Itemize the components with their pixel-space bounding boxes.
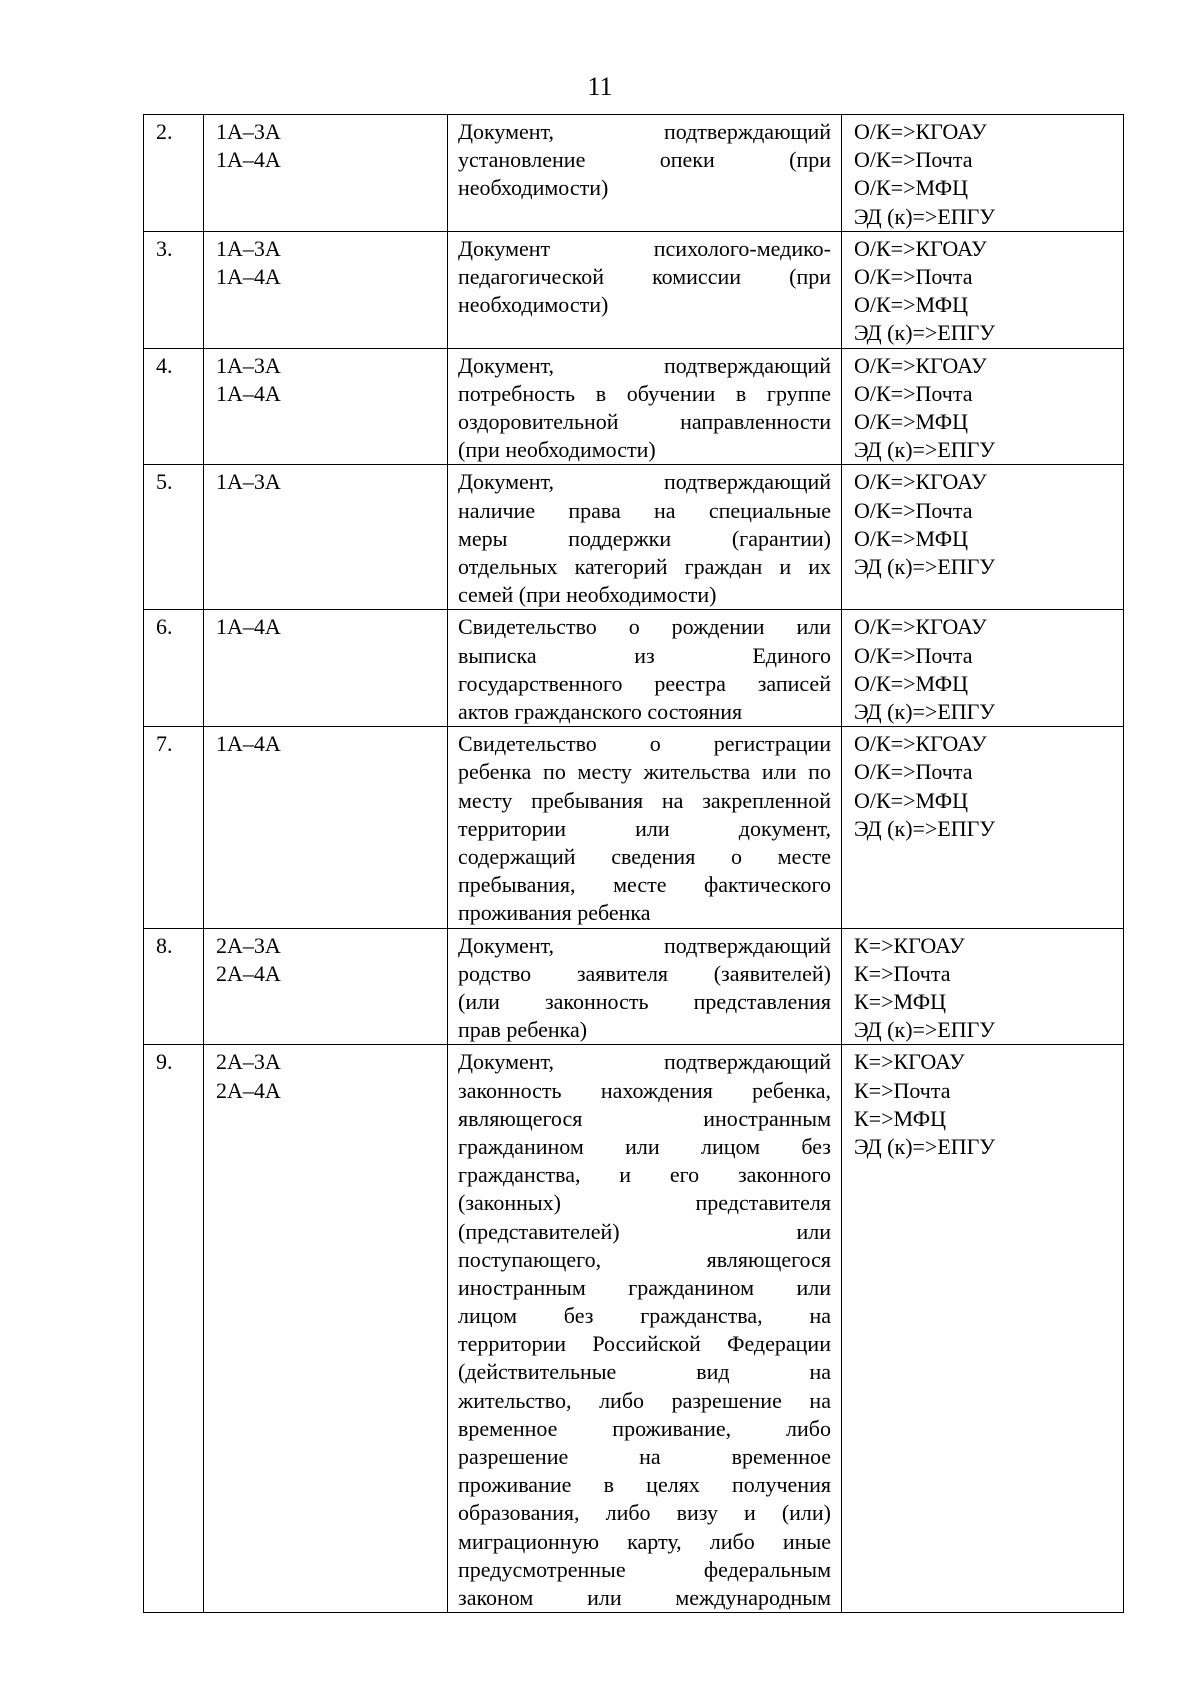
description-line: территории Российской Федерации <box>458 1331 831 1357</box>
row-number: 3. <box>144 231 204 348</box>
code-cell <box>204 928 448 1045</box>
description-line: (или законность представления <box>458 988 831 1014</box>
description-line: выписка из Единого <box>458 642 831 668</box>
description-cell <box>448 610 842 727</box>
table-row <box>144 348 1124 465</box>
channel-line: О/К=>Почта <box>854 263 973 289</box>
channel-line: О/К=>МФЦ <box>854 525 969 551</box>
code-line: 2А–4А <box>216 1077 281 1103</box>
channel-line: О/К=>КГОАУ <box>854 235 987 261</box>
description-line: территории или документ, <box>458 815 831 841</box>
channel-line: К=>КГОАУ <box>854 1049 965 1075</box>
submission-channels-cell <box>842 610 1124 727</box>
submission-channels-cell <box>842 928 1124 1045</box>
code-cell <box>204 1045 448 1613</box>
code-cell <box>204 348 448 465</box>
channel-line: К=>Почта <box>854 1077 951 1103</box>
description-line: потребность в обучении в группе <box>458 380 831 406</box>
code-cell <box>204 610 448 727</box>
channel-line: О/К=>МФЦ <box>854 292 969 318</box>
code-cell <box>204 231 448 348</box>
submission-channels-cell <box>842 1045 1124 1613</box>
description-line: Свидетельство о рождении или <box>458 614 831 640</box>
table-row <box>144 1045 1124 1613</box>
description-line: пребывания, месте фактического <box>458 872 831 898</box>
description-line: семей (при необходимости) <box>458 582 717 608</box>
row-number: 6. <box>144 610 204 727</box>
description-line: установление опеки (при <box>458 147 831 173</box>
channel-line: О/К=>КГОАУ <box>854 352 987 378</box>
channel-line: ЭД (к)=>ЕПГУ <box>854 698 995 724</box>
description-cell <box>448 348 842 465</box>
description-line: разрешение на временное <box>458 1444 831 1469</box>
description-line: Документ, подтверждающий <box>458 119 831 144</box>
description-line: меры поддержки (гарантии) <box>458 525 831 551</box>
channel-line: О/К=>КГОАУ <box>854 469 987 495</box>
description-line: прав ребенка) <box>458 1017 588 1043</box>
channel-line: ЭД (к)=>ЕПГУ <box>854 437 995 463</box>
description-line: проживания ребенка <box>458 900 651 926</box>
description-line: проживание в целях получения <box>458 1472 831 1498</box>
code-line: 1А–3А <box>216 235 281 261</box>
channel-line: ЭД (к)=>ЕПГУ <box>854 1017 995 1043</box>
code-line: 1А–3А <box>216 119 281 144</box>
code-line: 1А–4А <box>216 147 281 173</box>
channel-line: ЭД (к)=>ЕПГУ <box>854 1133 995 1159</box>
channel-line: О/К=>МФЦ <box>854 787 969 813</box>
code-line: 2А–4А <box>216 960 281 986</box>
description-line: (законных) представителя <box>458 1190 831 1216</box>
table-row <box>144 610 1124 727</box>
description-line: Документ, подтверждающий <box>458 932 831 958</box>
description-line: содержащий сведения о месте <box>458 843 831 869</box>
channel-line: ЭД (к)=>ЕПГУ <box>854 320 995 346</box>
submission-channels-cell <box>842 348 1124 465</box>
submission-channels-cell <box>842 465 1124 610</box>
description-line: (действительные вид на <box>458 1359 831 1385</box>
table-row <box>144 465 1124 610</box>
code-cell <box>204 465 448 610</box>
channel-line: О/К=>Почта <box>854 759 973 785</box>
description-line: гражданином или лицом без <box>458 1133 831 1159</box>
code-line: 1А–3А <box>216 469 281 495</box>
description-line: образования, либо визу и (или) <box>458 1500 831 1526</box>
description-cell <box>448 727 842 928</box>
channel-line: О/К=>МФЦ <box>854 670 969 696</box>
submission-channels-cell <box>842 115 1124 232</box>
channel-line: К=>Почта <box>854 960 951 986</box>
description-line: миграционную карту, либо иные <box>458 1528 831 1554</box>
description-line: месту пребывания на закрепленной <box>458 787 831 813</box>
description-line: законность нахождения ребенка, <box>458 1077 831 1103</box>
description-line: Свидетельство о регистрации <box>458 731 831 757</box>
code-line: 2А–3А <box>216 932 281 958</box>
description-line: временное проживание, либо <box>458 1415 831 1441</box>
description-line: отдельных категорий граждан и их <box>458 553 831 579</box>
channel-line: О/К=>КГОАУ <box>854 119 987 144</box>
table-row <box>144 115 1124 232</box>
channel-line: ЭД (к)=>ЕПГУ <box>854 553 995 579</box>
description-line: (представителей) или <box>458 1218 831 1244</box>
description-line: Документ, подтверждающий <box>458 352 831 378</box>
description-line: оздоровительной направленности <box>458 408 831 434</box>
code-cell <box>204 115 448 232</box>
channel-line: О/К=>Почта <box>854 497 973 523</box>
channel-line: О/К=>КГОАУ <box>854 731 987 757</box>
description-line: гражданства, и его законного <box>458 1162 831 1188</box>
description-line: (при необходимости) <box>458 437 656 463</box>
description-line: поступающего, являющегося <box>458 1246 831 1272</box>
code-line: 1А–4А <box>216 731 281 757</box>
table-row <box>144 231 1124 348</box>
description-line: жительство, либо разрешение на <box>458 1387 831 1413</box>
code-line: 1А–4А <box>216 380 281 406</box>
description-line: необходимости) <box>458 292 609 318</box>
description-cell <box>448 465 842 610</box>
row-number: 4. <box>144 348 204 465</box>
description-line: Документ психолого-медико- <box>458 235 831 261</box>
channel-line: О/К=>Почта <box>854 642 973 668</box>
code-line: 2А–3А <box>216 1049 281 1075</box>
row-number: 8. <box>144 928 204 1045</box>
description-cell <box>448 928 842 1045</box>
row-number: 2. <box>144 115 204 232</box>
channel-line: ЭД (к)=>ЕПГУ <box>854 203 995 229</box>
description-line: законом или международным <box>458 1584 831 1610</box>
documents-table <box>143 114 1124 1613</box>
row-number: 5. <box>144 465 204 610</box>
description-cell <box>448 115 842 232</box>
description-line: наличие права на специальные <box>458 497 831 523</box>
channel-line: ЭД (к)=>ЕПГУ <box>854 815 995 841</box>
page-number: 11 <box>587 72 613 101</box>
channel-line: О/К=>Почта <box>854 147 973 173</box>
description-line: педагогической комиссии (при <box>458 263 831 289</box>
description-line: иностранным гражданином или <box>458 1274 831 1300</box>
code-line: 1А–4А <box>216 263 281 289</box>
description-line: Документ, подтверждающий <box>458 469 831 495</box>
channel-line: К=>МФЦ <box>854 988 947 1014</box>
code-cell <box>204 727 448 928</box>
channel-line: О/К=>КГОАУ <box>854 614 987 640</box>
channel-line: О/К=>Почта <box>854 380 973 406</box>
description-line: государственного реестра записей <box>458 670 831 696</box>
channel-line: К=>МФЦ <box>854 1105 947 1131</box>
description-line: предусмотренные федеральным <box>458 1556 831 1582</box>
channel-line: К=>КГОАУ <box>854 932 965 958</box>
submission-channels-cell <box>842 231 1124 348</box>
code-line: 1А–4А <box>216 614 281 640</box>
table-row <box>144 928 1124 1045</box>
row-number: 9. <box>144 1045 204 1613</box>
submission-channels-cell <box>842 727 1124 928</box>
table-row <box>144 727 1124 928</box>
description-line: родство заявителя (заявителей) <box>458 960 831 986</box>
description-cell <box>448 231 842 348</box>
description-line: актов гражданского состояния <box>458 698 743 724</box>
description-line: являющегося иностранным <box>458 1105 831 1131</box>
description-cell <box>448 1045 842 1613</box>
description-line: Документ, подтверждающий <box>458 1049 831 1075</box>
description-line: ребенка по месту жительства или по <box>458 759 831 785</box>
code-line: 1А–3А <box>216 352 281 378</box>
description-line: необходимости) <box>458 175 609 201</box>
description-line: лицом без гражданства, на <box>458 1303 831 1329</box>
row-number: 7. <box>144 727 204 928</box>
channel-line: О/К=>МФЦ <box>854 408 969 434</box>
channel-line: О/К=>МФЦ <box>854 175 969 201</box>
